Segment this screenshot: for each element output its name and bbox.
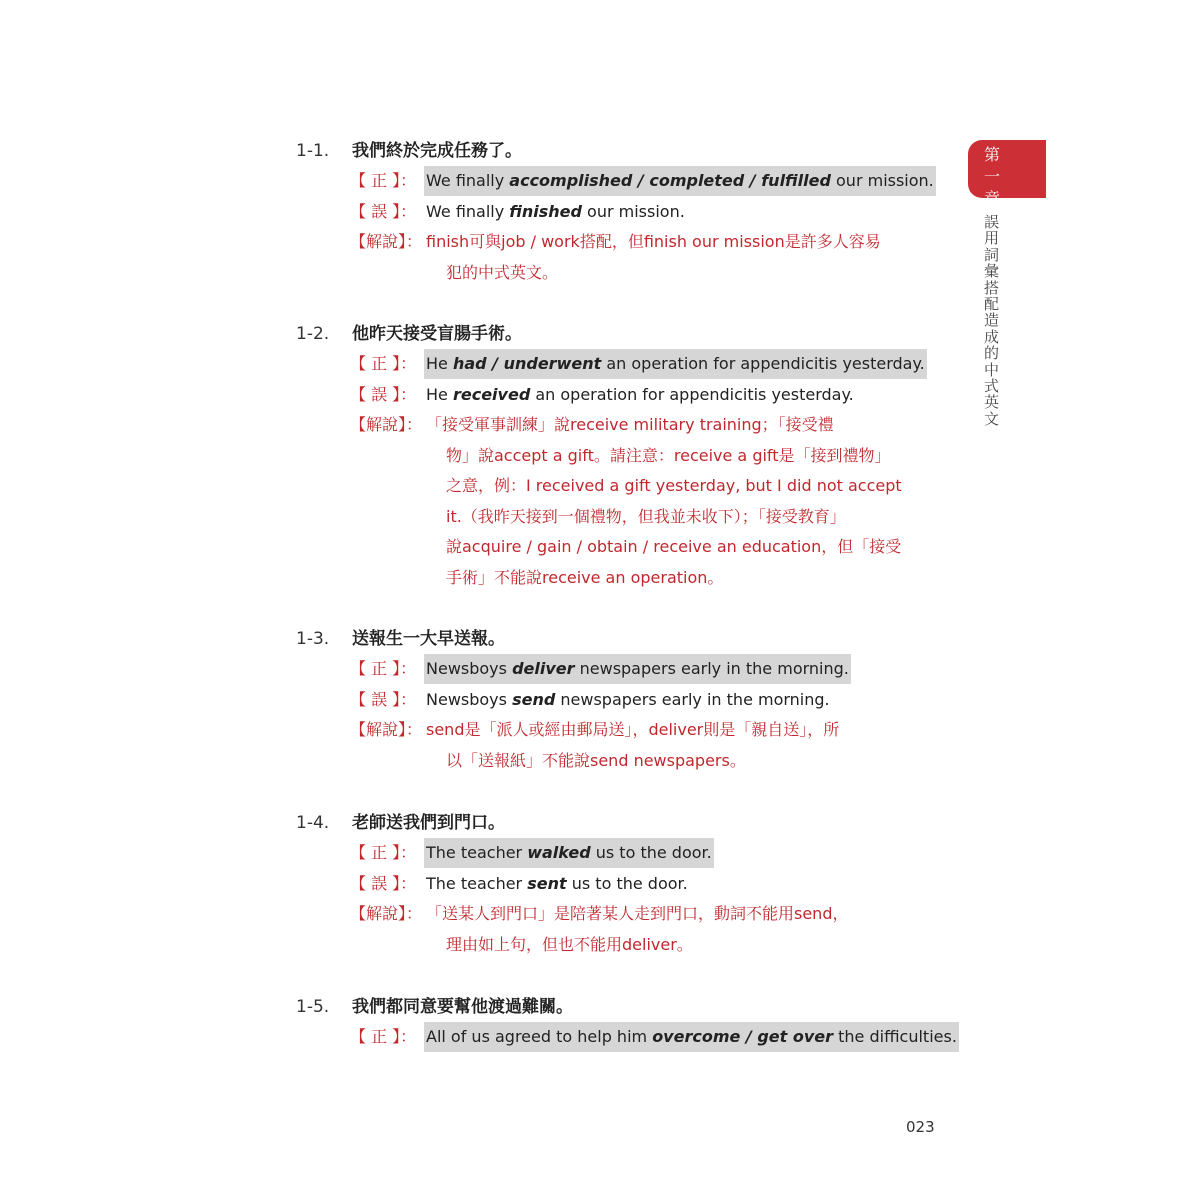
explanation [296, 410, 956, 441]
entry-1-5 [296, 992, 956, 1053]
entry-chinese-sentence: 我們都同意要幫他渡過難關。 [352, 997, 573, 1017]
entry-number: 1-5. [296, 997, 330, 1017]
correct-label: 【 正 】： [350, 1027, 417, 1046]
wrong-sentence: The teacher sent us to the door. [426, 873, 688, 893]
correct-sentence: The teacher walked us to the door. [424, 838, 714, 868]
entry-1-4 [296, 808, 956, 960]
entry-number: 1-1. [296, 141, 330, 161]
chapter-tab-label: 第一章 [984, 145, 1001, 208]
wrong-label: 【 誤 】： [350, 384, 417, 404]
wrong-sentence: We finally finished our mission. [426, 201, 685, 221]
wrong-row [296, 380, 956, 411]
explanation-line: 手術」不能說receive an operation。 [446, 567, 724, 587]
correct-label: 【 正 】： [350, 659, 417, 678]
explain-label: 【解說】： [350, 904, 423, 923]
key-phrase: accomplished / completed / fulfilled [509, 171, 831, 190]
entry-chinese-sentence: 他昨天接受盲腸手術。 [352, 324, 522, 344]
page-number: 023 [906, 1118, 935, 1136]
correct-row [296, 654, 956, 685]
entry-chinese-sentence: 送報生一大早送報。 [352, 629, 505, 649]
wrong-row [296, 197, 956, 228]
chapter-tab [968, 140, 1046, 208]
entry-1-1 [296, 136, 956, 288]
explain-label: 【解說】： [350, 415, 423, 434]
entry-chinese-sentence: 我們終於完成任務了。 [352, 141, 522, 161]
correct-row [296, 166, 956, 197]
explanation-line: 理由如上句，但也不能用deliver。 [446, 934, 693, 954]
wrong-row [296, 869, 956, 900]
entry-number: 1-2. [296, 324, 330, 344]
wrong-sentence: He received an operation for appendicitis yesterday. [426, 384, 854, 404]
entry-number: 1-4. [296, 813, 330, 833]
explanation-line: 犯的中式英文。 [446, 262, 559, 282]
chapter-side-title: 誤用詞彙搭配造成的中式英文 [984, 213, 1000, 428]
correct-sentence: We finally accomplished / completed / fulfilled our mission. [424, 166, 936, 196]
explain-label: 【解說】： [350, 232, 423, 251]
entry-number: 1-3. [296, 629, 330, 649]
key-phrase: sent [527, 873, 567, 893]
wrong-label: 【 誤 】： [350, 201, 417, 221]
wrong-label: 【 誤 】： [350, 689, 417, 709]
explanation-line: 之意，例：I received a gift yesterday, but I did not accept [446, 476, 902, 495]
explanation-line: finish可與job / work搭配，但finish our mission是許多人容易 [426, 232, 881, 251]
explanation-line: 「送某人到門口」是陪著某人走到門口，動詞不能用send， [426, 904, 849, 923]
entry-1-3 [296, 624, 956, 776]
correct-label: 【 正 】： [350, 354, 417, 373]
explanation-line: 物」說accept a gift。請注意：receive a gift是「接到禮物」 [446, 445, 891, 465]
explanation [296, 899, 956, 930]
correct-row [296, 349, 956, 380]
explanation [296, 227, 956, 258]
correct-label: 【 正 】： [350, 171, 417, 190]
correct-sentence: He had / underwent an operation for appendicitis yesterday. [424, 349, 927, 379]
explain-label: 【解說】： [350, 720, 423, 739]
correct-sentence: Newsboys deliver newspapers early in the morning. [424, 654, 851, 684]
correct-row [296, 1022, 956, 1053]
key-phrase: received [452, 384, 531, 404]
entry-1-2 [296, 319, 956, 593]
explanation [296, 715, 956, 746]
wrong-sentence: Newsboys send newspapers early in the morning. [426, 689, 830, 709]
wrong-row [296, 685, 956, 716]
correct-sentence: All of us agreed to help him overcome / get over the difficulties. [424, 1022, 959, 1052]
key-phrase: had / underwent [452, 354, 602, 373]
wrong-label: 【 誤 】： [350, 873, 417, 893]
correct-label: 【 正 】： [350, 843, 417, 862]
key-phrase: overcome / get over [652, 1027, 834, 1046]
key-phrase: deliver [512, 659, 575, 678]
correct-row [296, 838, 956, 869]
entry-chinese-sentence: 老師送我們到門口。 [352, 813, 505, 833]
explanation-line: send是「派人或經由郵局送」，deliver則是「親自送」，所 [426, 720, 840, 739]
explanation-line: it.（我昨天接到一個禮物，但我並未收下）；「接受教育」 [446, 506, 846, 526]
explanation-line: 「接受軍事訓練」說receive military training；「接受禮 [426, 415, 834, 434]
explanation-line: 說acquire / gain / obtain / receive an education，但「接受 [446, 537, 902, 556]
key-phrase: send [512, 689, 556, 709]
key-phrase: finished [509, 201, 582, 221]
key-phrase: walked [527, 843, 591, 862]
explanation-line: 以「送報紙」不能說send newspapers。 [446, 750, 746, 770]
